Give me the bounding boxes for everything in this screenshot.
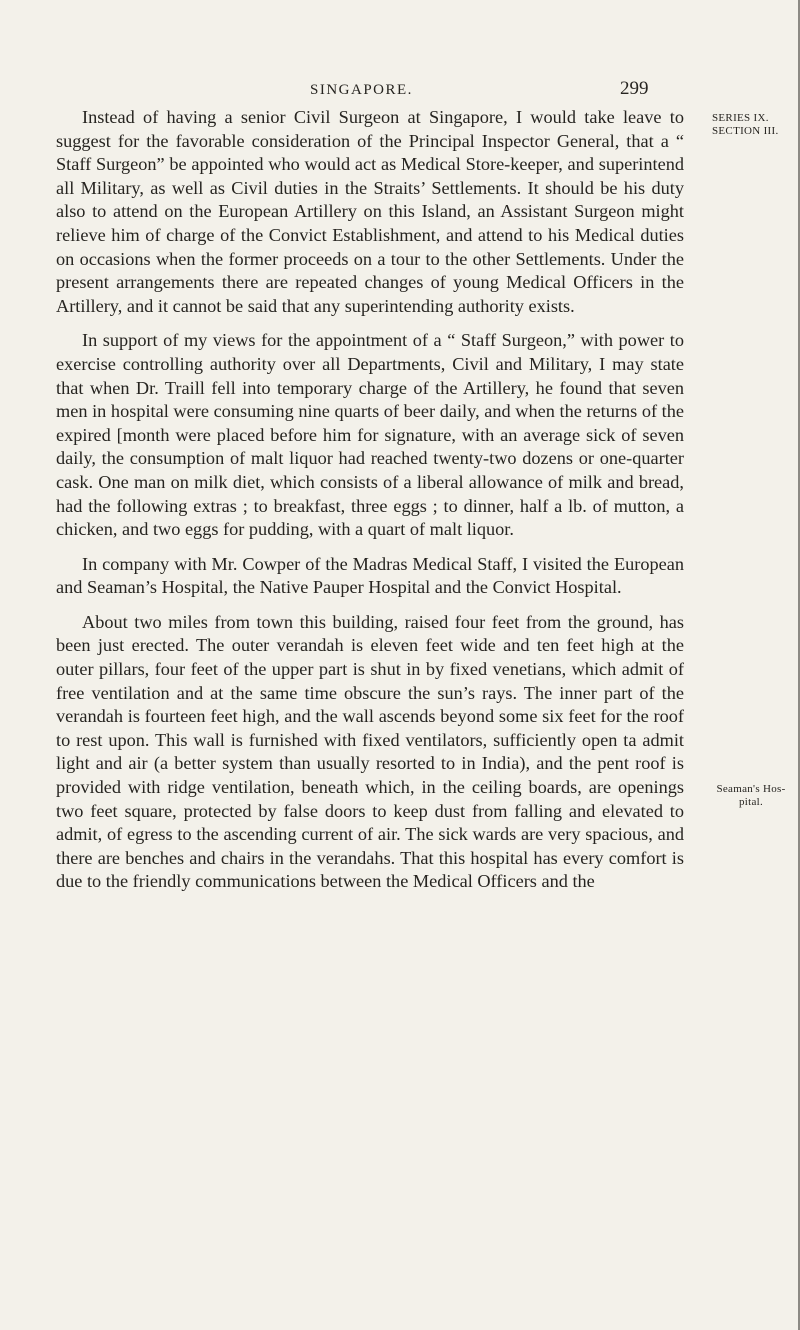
margin-note-seamans-hospital — [708, 783, 794, 809]
body-text — [56, 106, 684, 894]
paragraph-support-views: In support of my views for the appointment of a “ Staff Surgeon,” with power to exercise controlling authority over all Departments, Civil and Military, I may state that when Dr. Traill fell into temporary charge of the Artillery, he found that seven men in hospital were consuming nine quarts of beer daily, and when the returns of the expired [month were placed before him for signature, with an average sick of seven daily, the consumption of malt liquor had reached twenty-two dozens or one-quarter cask. One man on milk diet, which consists of a liberal allowance of milk and bread, had the following extras ; to breakfast, three eggs ; to dinner, half a lb. of mutton, a chicken, and two eggs for pudding, with a quart of malt liquor. — [56, 330, 684, 540]
paragraph-company-visit: In company with Mr. Cowper of the Madras Medical Staff, I visited the European and Seaman’s Hospital, the Native Pauper Hospital and the Convict Hospital. — [56, 553, 684, 598]
margin-note-series-line: SERIES IX. — [712, 112, 769, 124]
margin-note-series — [712, 112, 779, 138]
margin-note-section-line: SECTION III. — [712, 125, 779, 137]
paragraph-staff-surgeon: Instead of having a senior Civil Surgeon at Singapore, I would take leave to suggest for the favorable consideration of the Principal Inspector General, that a “ Staff Surgeon” be appointed who would act as Medical Store-keeper, and superintend all Military, as well as Civil duties in the Straits’ Settlements. It should be his duty also to attend on the European Artillery on this Island, an Assistant Surgeon might relieve him of charge of the Convict Establishment, and attend to his Medical duties on occasions when the former proceeds on a tour to the other Settlements. Under the present arrangements there are repeated changes of young Medical Officers in the Artillery, and it cannot be said that any superintending authority exists. — [56, 107, 684, 316]
page-number: 299 — [620, 78, 649, 99]
paragraph-hospital-building: About two miles from town this building, raised four feet from the ground, has been just erected. The outer verandah is eleven feet wide and ten feet high at the outer pillars, four feet of the upper part is shut in by fixed venetians, which admit of free ventilation and at the same time obscure the sun’s rays. The inner part of the verandah is fourteen feet high, and the wall ascends beyond some six feet for the roof to rest upon. This wall is furnished with fixed ventilators, sufficiently open ta admit light and air (a better system than usually resorted to in India), and the pent roof is provided with ridge ventilation, beneath which, in the ceiling boards, are openings two feet square, protected by false doors to keep dust from falling and elevated to admit, of egress to the ascending current of air. The sick wards are very spacious, and there are benches and chairs in the verandahs. That this hospital has every comfort is due to the friendly communications between the Medical Officers and the — [56, 611, 684, 892]
margin-note-seaman-line-2: pital. — [738, 796, 764, 808]
running-head: SINGAPORE. — [310, 82, 413, 98]
margin-note-seaman-line-1: Seaman's Hos- — [716, 783, 786, 795]
